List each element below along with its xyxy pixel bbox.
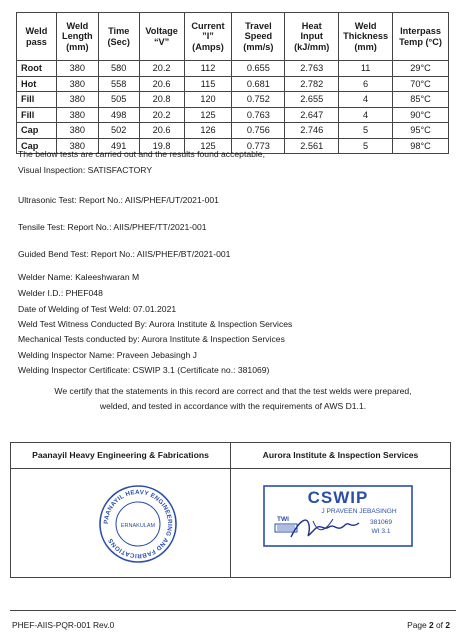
inspector-name: Welding Inspector Name: Praveen Jebasingh J xyxy=(18,350,197,360)
results-intro: The below tests are carried out and the results found acceptable, xyxy=(18,149,265,159)
welder-name: Welder Name: Kaleeshwaran M xyxy=(18,272,140,282)
table-cell: 380 xyxy=(56,61,98,77)
column-header xyxy=(56,13,98,61)
welding-date: Date of Welding of Test Weld: 07.01.2021 xyxy=(18,304,177,314)
ultrasonic-test: Ultrasonic Test: Report No.: AIIS/PHEF/UT/2021-001 xyxy=(18,195,219,205)
column-header-line: Travel xyxy=(245,21,272,32)
svg-text:WI 3.1: WI 3.1 xyxy=(371,528,391,535)
document-reference: PHEF-AIIS-PQR-001 Rev.0 xyxy=(12,620,115,630)
column-header-line: Interpass xyxy=(400,26,441,37)
table-cell: 2.655 xyxy=(285,92,339,108)
svg-text:ERNAKULAM: ERNAKULAM xyxy=(120,523,156,529)
table-cell: 4 xyxy=(339,92,393,108)
page-of-label: of xyxy=(436,620,443,630)
table-cell: 126 xyxy=(184,123,232,139)
table-cell: 502 xyxy=(98,123,139,139)
table-cell: 2.746 xyxy=(285,123,339,139)
table-cell: 11 xyxy=(339,61,393,77)
table-cell: 98°C xyxy=(393,138,449,154)
right-signature-box xyxy=(230,442,451,578)
table-cell: 95°C xyxy=(393,123,449,139)
weld-pass-cell: Fill xyxy=(17,107,57,123)
table-cell: 2.782 xyxy=(285,76,339,92)
table-cell: 2.561 xyxy=(285,138,339,154)
column-header-line: (Amps) xyxy=(192,41,224,52)
column-header-line: Time xyxy=(108,26,130,37)
table-row xyxy=(17,107,449,123)
table-cell: 120 xyxy=(184,92,232,108)
table-cell: 380 xyxy=(56,92,98,108)
column-header-line: Weld xyxy=(25,26,48,37)
table-row xyxy=(17,92,449,108)
table-cell: 0.681 xyxy=(232,76,285,92)
certification-line-2: welded, and tested in accordance with the requirements of AWS D1.1. xyxy=(99,400,367,411)
page-current: 2 xyxy=(429,620,434,630)
column-header xyxy=(339,13,393,61)
table-cell: 85°C xyxy=(393,92,449,108)
column-header-line: ”I” xyxy=(202,31,214,42)
cswip-inspector-stamp xyxy=(263,485,413,547)
left-signature-box xyxy=(10,442,231,578)
table-cell: 5 xyxy=(339,138,393,154)
table-cell: 558 xyxy=(98,76,139,92)
column-header xyxy=(184,13,232,61)
tensile-test: Tensile Test: Report No.: AIIS/PHEF/TT/2021-001 xyxy=(18,222,207,232)
certification-statement xyxy=(18,384,448,413)
table-cell: 90°C xyxy=(393,107,449,123)
svg-text:381069: 381069 xyxy=(369,519,393,526)
column-header-line: (mm) xyxy=(354,41,377,52)
footer-divider xyxy=(10,610,456,611)
svg-text:TWI: TWI xyxy=(277,516,289,523)
weld-witness: Weld Test Witness Conducted By: Aurora Institute & Inspection Services xyxy=(18,319,293,329)
page-number xyxy=(407,620,450,630)
weld-parameters-table xyxy=(16,12,449,154)
company-seal xyxy=(97,483,179,565)
column-header-line: (mm) xyxy=(66,41,89,52)
table-cell: 112 xyxy=(184,61,232,77)
table-cell: 5 xyxy=(339,123,393,139)
table-cell: 0.773 xyxy=(232,138,285,154)
table-cell: 0.655 xyxy=(232,61,285,77)
column-header-line: Thickness xyxy=(343,31,389,42)
column-header-line: Input xyxy=(300,31,323,42)
weld-pass-cell: Fill xyxy=(17,92,57,108)
table-cell: 0.763 xyxy=(232,107,285,123)
table-cell: 20.8 xyxy=(139,92,184,108)
svg-text:PAANAYIL HEAVY ENGINEERING AND: PAANAYIL HEAVY ENGINEERING AND FABRICATIONS xyxy=(102,488,174,560)
right-company-name: Aurora Institute & Inspection Services xyxy=(231,443,450,469)
column-header-line: (mm/s) xyxy=(243,41,274,52)
column-header-line: pass xyxy=(25,36,47,47)
table-row xyxy=(17,61,449,77)
column-header xyxy=(285,13,339,61)
table-cell: 6 xyxy=(339,76,393,92)
table-cell: 19.8 xyxy=(139,138,184,154)
page-label: Page xyxy=(407,620,427,630)
weld-pass-cell: Root xyxy=(17,61,57,77)
column-header xyxy=(232,13,285,61)
column-header-line: (kJ/mm) xyxy=(294,41,330,52)
table-cell: 0.756 xyxy=(232,123,285,139)
table-cell: 2.763 xyxy=(285,61,339,77)
table-cell: 491 xyxy=(98,138,139,154)
table-cell: 20.2 xyxy=(139,107,184,123)
mechanical-tests: Mechanical Tests conducted by: Aurora Institute & Inspection Services xyxy=(18,334,285,344)
table-cell: 498 xyxy=(98,107,139,123)
column-header-line: Heat xyxy=(301,21,322,32)
column-header-line: Voltage xyxy=(145,26,178,37)
column-header-line: (Sec) xyxy=(107,36,130,47)
welder-id: Welder I.D.: PHEF048 xyxy=(18,288,103,298)
table-cell: 125 xyxy=(184,107,232,123)
table-cell: 2.647 xyxy=(285,107,339,123)
page-total: 2 xyxy=(445,620,450,630)
column-header-line: Current xyxy=(191,21,225,32)
table-row xyxy=(17,76,449,92)
table-cell: 115 xyxy=(184,76,232,92)
column-header-line: Weld xyxy=(66,21,89,32)
column-header-line: Length xyxy=(62,31,93,42)
table-cell: 20.6 xyxy=(139,76,184,92)
table-header-row xyxy=(17,13,449,61)
visual-inspection: Visual Inspection: SATISFACTORY xyxy=(18,165,153,175)
table-cell: 125 xyxy=(184,138,232,154)
left-company-name: Paanayil Heavy Engineering & Fabrications xyxy=(11,443,230,469)
table-cell: 29°C xyxy=(393,61,449,77)
weld-pass-cell: Cap xyxy=(17,138,57,154)
column-header-line: Temp (°C) xyxy=(399,36,442,47)
guided-bend-test: Guided Bend Test: Report No.: AIIS/PHEF/BT/2021-001 xyxy=(18,249,231,259)
table-cell: 20.2 xyxy=(139,61,184,77)
table-cell: 20.6 xyxy=(139,123,184,139)
table-cell: 380 xyxy=(56,123,98,139)
svg-text:J PRAVEEN JEBASINGH: J PRAVEEN JEBASINGH xyxy=(321,508,397,515)
table-cell: 380 xyxy=(56,76,98,92)
column-header xyxy=(98,13,139,61)
table-row xyxy=(17,123,449,139)
column-header xyxy=(393,13,449,61)
svg-text:CSWIP: CSWIP xyxy=(307,488,369,507)
table-cell: 0.752 xyxy=(232,92,285,108)
column-header-line: “V” xyxy=(153,36,170,47)
weld-pass-cell: Cap xyxy=(17,123,57,139)
table-body xyxy=(17,61,449,154)
table-cell: 505 xyxy=(98,92,139,108)
column-header xyxy=(17,13,57,61)
table-cell: 380 xyxy=(56,107,98,123)
table-cell: 380 xyxy=(56,138,98,154)
column-header-line: Weld xyxy=(354,21,377,32)
table-cell: 580 xyxy=(98,61,139,77)
inspector-certificate: Welding Inspector Certificate: CSWIP 3.1 (Certificate no.: 381069) xyxy=(18,365,270,375)
column-header-line: Speed xyxy=(244,31,273,42)
certification-line-1: We certify that the statements in this record are correct and that the test welds were prepared, xyxy=(54,386,412,396)
table-cell: 4 xyxy=(339,107,393,123)
table-cell: 70°C xyxy=(393,76,449,92)
weld-pass-cell: Hot xyxy=(17,76,57,92)
column-header xyxy=(139,13,184,61)
